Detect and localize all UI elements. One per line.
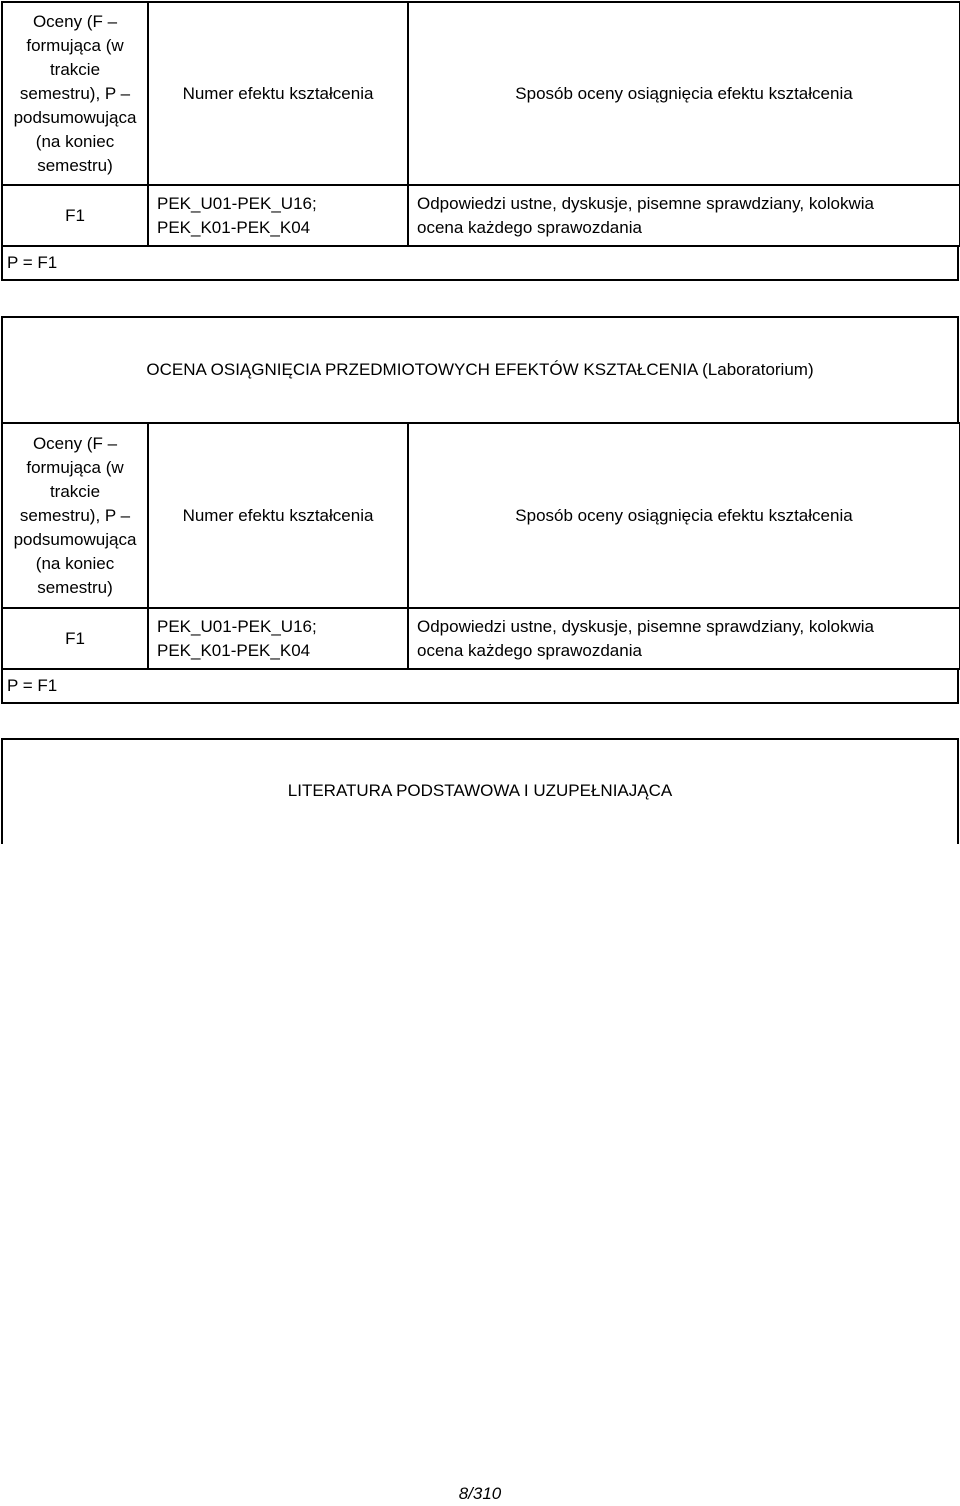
header-line: Oceny (F –	[32, 433, 118, 453]
section-title: OCENA OSIĄGNIĘCIA PRZEDMIOTOWYCH EFEKTÓW KSZTAŁCENIA (Laboratorium)	[146, 360, 814, 379]
method-line: ocena każdego sprawozdania	[417, 217, 642, 237]
header-line: semestru)	[37, 577, 113, 597]
method-line: Odpowiedzi ustne, dyskusje, pisemne sprawdziany, kolokwia	[417, 616, 875, 636]
header-line: formująca (w	[26, 35, 124, 55]
header-line: trakcie	[49, 59, 101, 79]
method-line: ocena każdego sprawozdania	[417, 640, 642, 660]
table-row	[2, 608, 960, 669]
assessment-table-2	[1, 422, 959, 704]
header-line: (na koniec	[35, 131, 115, 151]
header-line: semestru), P –	[19, 505, 131, 525]
header-effect-number: Numer efektu kształcenia	[148, 2, 408, 185]
formula-text: P = F1	[7, 676, 58, 695]
header-line: trakcie	[49, 481, 101, 501]
section-title: LITERATURA PODSTAWOWA I UZUPEŁNIAJĄCA	[287, 781, 673, 800]
effect-code-line: PEK_U01-PEK_U16;	[157, 616, 317, 636]
cell-grade: F1	[2, 608, 148, 669]
header-effect-number: Numer efektu kształcenia	[148, 423, 408, 608]
header-assessment-method: Sposób oceny osiągnięcia efektu kształcenia	[408, 423, 960, 608]
method-line: Odpowiedzi ustne, dyskusje, pisemne sprawdziany, kolokwia	[417, 193, 875, 213]
formula-row	[1, 670, 959, 704]
header-line: podsumowująca	[13, 107, 137, 127]
cell-method	[408, 608, 960, 669]
table-header-row	[2, 2, 960, 185]
assessment-grid-2	[1, 422, 960, 670]
assessment-grid-1	[1, 1, 960, 247]
assessment-table-1	[1, 1, 959, 281]
table-header-row	[2, 423, 960, 608]
header-line: formująca (w	[26, 457, 124, 477]
cell-grade: F1	[2, 185, 148, 246]
page-number-text: 8/310	[458, 1484, 502, 1503]
section-heading-laboratorium	[1, 316, 959, 423]
header-line: podsumowująca	[13, 529, 137, 549]
effect-code-line: PEK_K01-PEK_K04	[157, 640, 311, 660]
header-line: semestru)	[37, 155, 113, 175]
formula-text: P = F1	[7, 253, 58, 272]
header-line: Oceny (F –	[32, 11, 118, 31]
cell-effect-codes	[148, 185, 408, 246]
header-line: semestru), P –	[19, 83, 131, 103]
header-assessment-method: Sposób oceny osiągnięcia efektu kształcenia	[408, 2, 960, 185]
effect-code-line: PEK_U01-PEK_U16;	[157, 193, 317, 213]
cell-method	[408, 185, 960, 246]
header-grade-type	[2, 2, 148, 185]
formula-row	[1, 247, 959, 281]
effect-code-line: PEK_K01-PEK_K04	[157, 217, 311, 237]
cell-effect-codes	[148, 608, 408, 669]
page-number	[0, 1484, 960, 1504]
table-row	[2, 185, 960, 246]
section-heading-literatura	[1, 738, 959, 844]
header-line: (na koniec	[35, 553, 115, 573]
header-grade-type	[2, 423, 148, 608]
